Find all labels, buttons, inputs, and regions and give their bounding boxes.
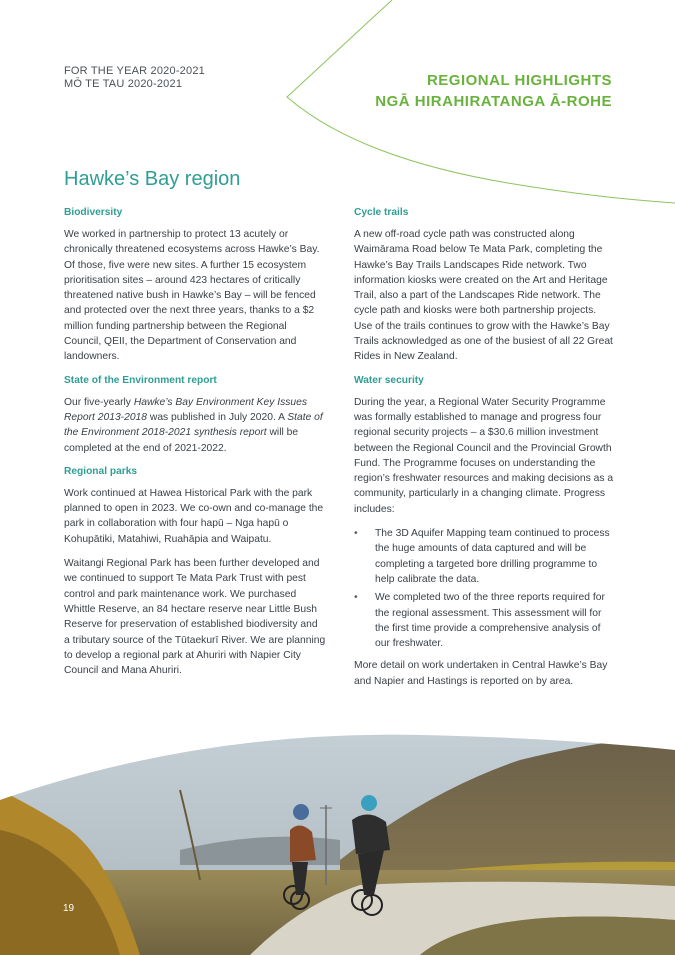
soe-report-text: Our five-yearly Hawke’s Bay Environment Key Issues Report 2013-2018 was published in July 2020. A State of the Environment 2018-2021 synthesis report will be completed at the end of 2021-2022. xyxy=(64,396,323,454)
list-item: • We completed two of the three reports required for the regional assessment. This assessment will for the first time provide a comprehensive analysis of our freshwater. xyxy=(354,592,605,650)
section-title-mi: NGĀ HIRAHIRATANGA Ā-ROHE xyxy=(375,93,612,110)
regional-parks-text-2: Waitangi Regional Park has been further developed and we continued to support Te Mata Park Trust with pest control and park maintenance work. We purchased Whittle Reserve, an 84 hectare reserve near Little Bush Reserve for preservation of established biodiversity and a tributary source of the Tūtaekurī River. We are planning to develop a regional park at Ahuriri with Napier City Council and Mana Ahuriri. xyxy=(64,558,326,677)
year-label-en: FOR THE YEAR 2020-2021 xyxy=(64,65,205,77)
list-item: • The 3D Aquifer Mapping team continued to process the huge amounts of data captured and will be completing a targeted bore drilling programme to help calibrate the data. xyxy=(354,528,610,585)
water-security-text: During the year, a Regional Water Security Programme was formally established to manage and progress four regional security projects – a $30.6 million investment between the Regional Council and the Provincial Growth Fund. The Programme focuses on understanding the region’s freshwater resources and making decisions as a community, particularly in a changing climate. Progress includes: xyxy=(354,396,614,515)
water-security-list xyxy=(354,526,616,651)
section-title-en: REGIONAL HIGHLIGHTS xyxy=(426,72,612,89)
regional-parks-heading: Regional parks xyxy=(64,465,138,477)
year-label-mi: MŌ TE TAU 2020-2021 xyxy=(64,78,183,90)
left-column xyxy=(64,206,326,687)
water-security-closing: More detail on work undertaken in Central Hawke’s Bay and Napier and Hastings is reported on by area. xyxy=(354,660,608,687)
bullet-icon: • xyxy=(354,528,358,540)
biodiversity-heading: Biodiversity xyxy=(64,207,123,218)
page-number: 19 xyxy=(63,903,75,914)
water-security-heading: Water security xyxy=(354,374,424,386)
year-label xyxy=(64,65,205,91)
page-title: Hawke’s Bay region xyxy=(64,168,241,190)
cycle-trails-text: A new off-road cycle path was constructed along Waimārama Road below Te Mata Park, completing the Hawke’s Bay Trails Landscapes Ride network. Two information kiosks were created on the Art and Heritage Trail, also a part of the Landscapes Ride network. The cycle path and kiosks were both partnership projects. Use of the trails continues to grow with the Hawke’s Bay Trails acknowledged as one of the busiest of all 22 Great Rides in New Zealand. xyxy=(354,229,613,363)
right-column xyxy=(354,206,616,698)
soe-report-heading: State of the Environment report xyxy=(64,374,217,386)
bullet-icon: • xyxy=(354,592,358,604)
cycle-trails-heading: Cycle trails xyxy=(354,207,409,218)
decorative-curve xyxy=(0,0,675,230)
cyclists-photo xyxy=(0,690,675,955)
biodiversity-text: We worked in partnership to protect 13 acutely or chronically threatened ecosystems across Hawke’s Bay. Of those, five were new sites. A further 15 ecosystem prioritisation sites – around 423 hectares of critically threatened native bush in Hawke’s Bay – will be fenced and protected over the next three years, thanks to a $2 million funding partnership between the Regional Council, QEII, the Department of Conservation and landowners. xyxy=(64,229,320,363)
regional-parks-text-1: Work continued at Hawea Historical Park with the park planned to open in 2023. We co-own and co-manage the park in collaboration with four hapū – Nga hapū o Kohupātiki, Matahiwi, Ruahāpia and Waipatu. xyxy=(64,487,324,545)
section-title xyxy=(375,70,612,112)
